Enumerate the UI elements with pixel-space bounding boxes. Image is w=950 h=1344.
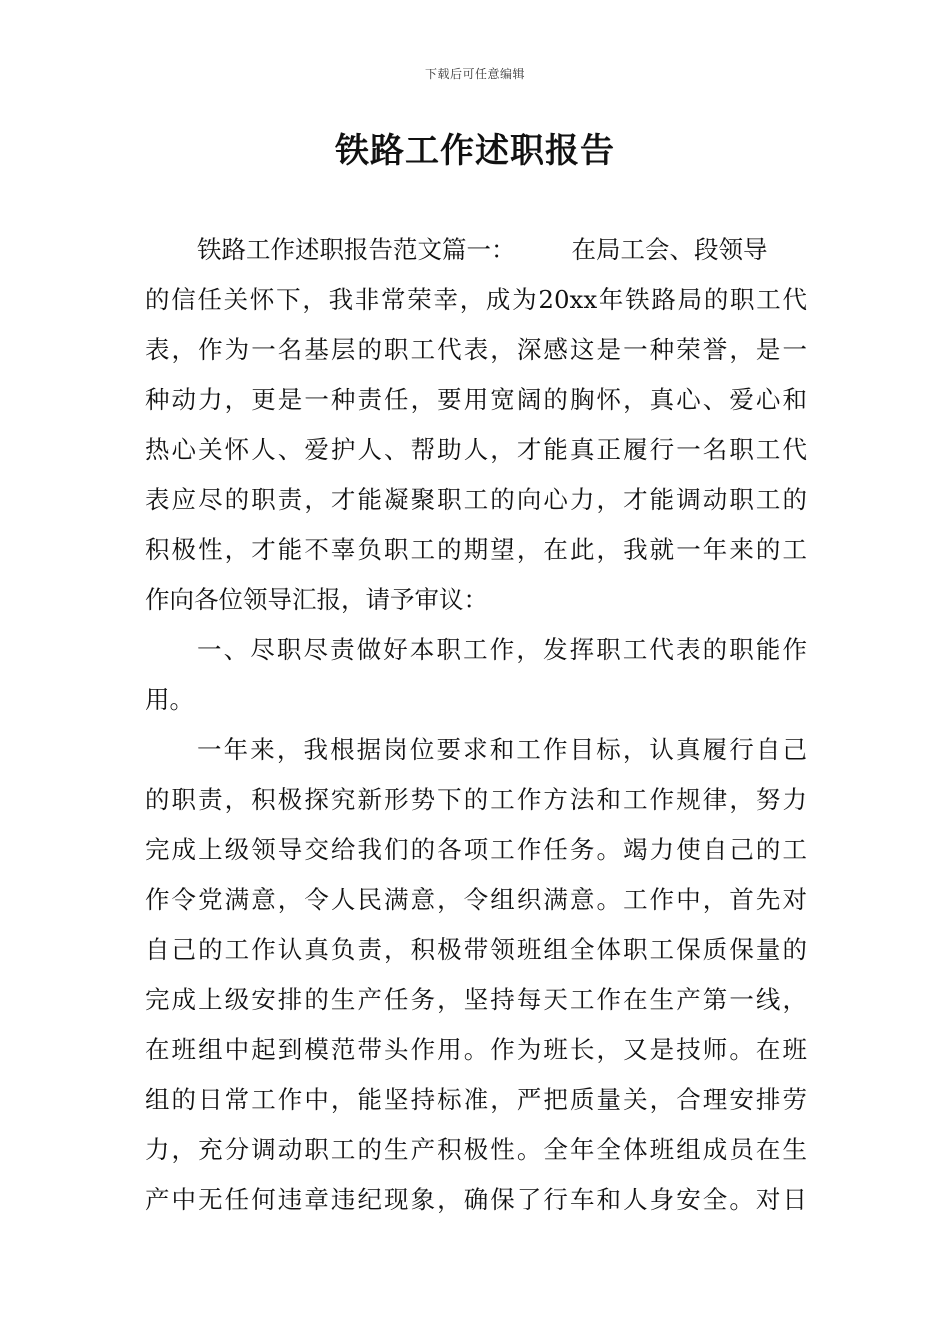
paragraph-line: 积极性，才能不辜负职工的期望，在此，我就一年来的工 xyxy=(145,535,807,564)
paragraph-text: 在局工会、段领导 xyxy=(571,235,768,264)
paragraph-line: 一年来，我根据岗位要求和工作目标，认真履行自己 xyxy=(197,735,807,764)
paragraph-line: 热心关怀人、爱护人、帮助人，才能真正履行一名职工代 xyxy=(145,435,807,464)
page-title: 铁路工作述职报告 xyxy=(335,131,615,171)
paragraph-line: 产中无任何违章违纪现象，确保了行车和人身安全。对日 xyxy=(145,1185,807,1214)
paragraph-line: 力，充分调动职工的生产积极性。全年全体班组成员在生 xyxy=(145,1135,807,1164)
section-heading-line: 用。 xyxy=(145,685,194,714)
paragraph-line: 的信任关怀下，我非常荣幸，成为20xx年铁路局的职工代 xyxy=(145,285,807,314)
paragraph-line: 表应尽的职责，才能凝聚职工的向心力，才能调动职工的 xyxy=(145,485,807,514)
paragraph-line: 表，作为一名基层的职工代表，深感这是一种荣誉，是一 xyxy=(145,335,807,364)
paragraph-line: 作令党满意，令人民满意，令组织满意。工作中，首先对 xyxy=(145,885,807,914)
paragraph-line: 在班组中起到模范带头作用。作为班长，又是技师。在班 xyxy=(145,1035,807,1064)
paragraph-line: 种动力，更是一种责任，要用宽阔的胸怀，真心、爱心和 xyxy=(145,385,807,414)
paragraph-line xyxy=(145,225,807,275)
paragraph-line: 完成上级领导交给我们的各项工作任务。竭力使自己的工 xyxy=(145,835,807,864)
paragraph-line: 作向各位领导汇报，请予审议： xyxy=(145,585,488,614)
paragraph-line: 组的日常工作中，能坚持标准，严把质量关，合理安排劳 xyxy=(145,1085,807,1114)
paragraph-line: 完成上级安排的生产任务，坚持每天工作在生产第一线， xyxy=(145,985,807,1014)
section-heading-line: 一、尽职尽责做好本职工作，发挥职工代表的职能作 xyxy=(197,635,807,664)
header-note: 下载后可任意编辑 xyxy=(424,67,525,81)
paragraph-line: 自己的工作认真负责，积极带领班组全体职工保质保量的 xyxy=(145,935,807,964)
body-text xyxy=(145,225,807,1225)
section-heading-inline: 铁路工作述职报告范文篇一： xyxy=(197,235,516,264)
paragraph-line: 的职责，积极探究新形势下的工作方法和工作规律，努力 xyxy=(145,785,807,814)
